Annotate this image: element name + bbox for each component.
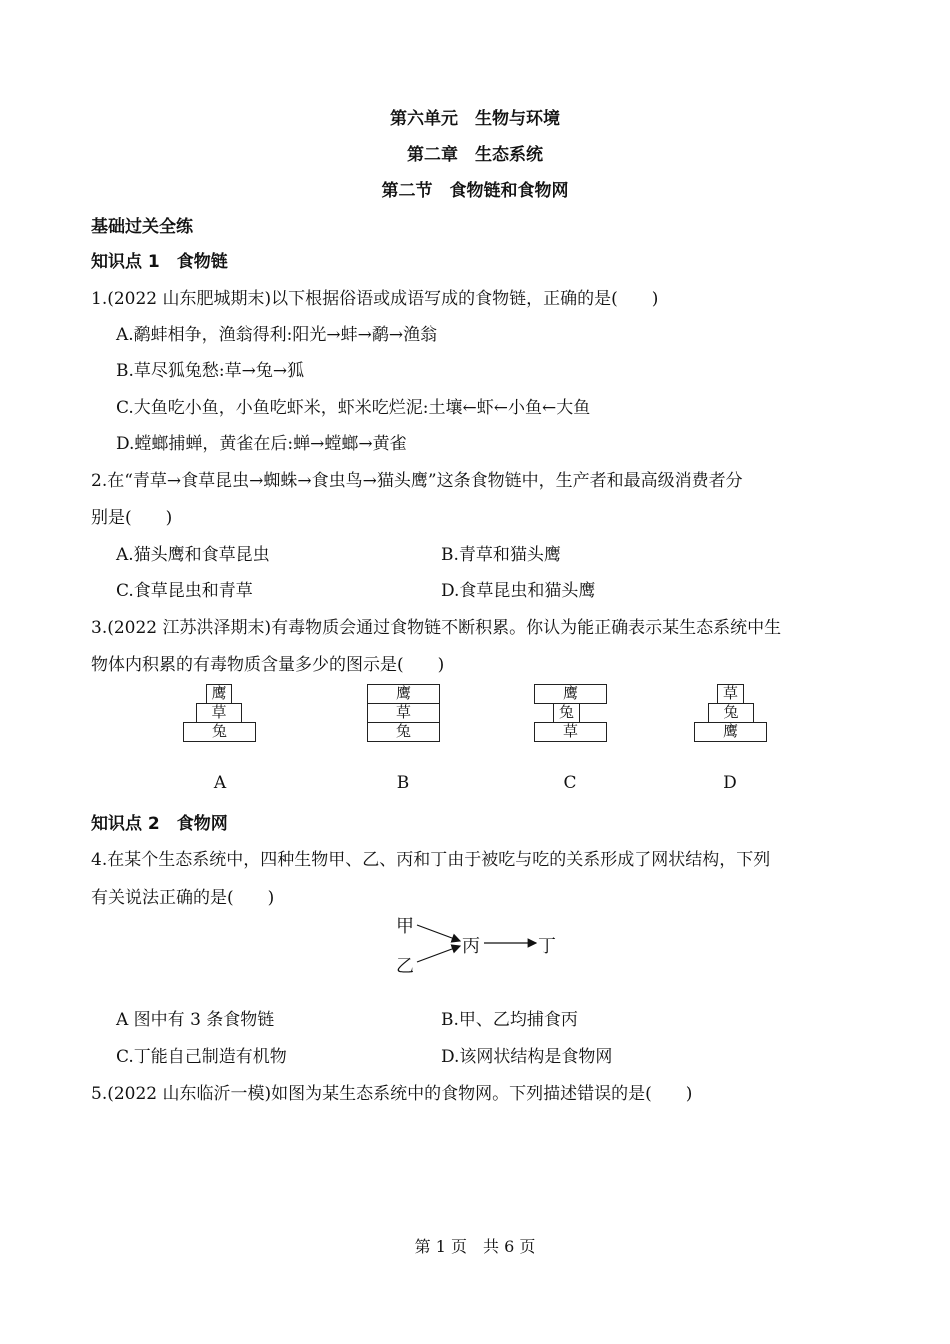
question-2-option-a: A.猫头鹰和食草昆虫 bbox=[116, 545, 270, 565]
question-2-option-d: D.食草昆虫和猫头鹰 bbox=[441, 581, 596, 601]
pyramid-d-top: 草 bbox=[717, 684, 744, 704]
unit-title: 第六单元 生物与环境 bbox=[390, 109, 560, 129]
question-3-stem-line2: 物体内积累的有毒物质含量多少的图示是( ) bbox=[91, 655, 445, 675]
question-1-option-d: D.螳螂捕蝉，黄雀在后:蝉→螳螂→黄雀 bbox=[116, 434, 407, 454]
question-2-option-c: C.食草昆虫和青草 bbox=[116, 581, 253, 601]
question-4-stem-line2: 有关说法正确的是( ) bbox=[91, 888, 275, 908]
question-4-stem-line1: 4.在某个生态系统中，四种生物甲、乙、丙和丁由于被吃与吃的关系形成了网状结构，下列 bbox=[91, 850, 771, 870]
question-4-option-b: B.甲、乙均捕食丙 bbox=[441, 1010, 578, 1030]
organism-jia: 甲 bbox=[396, 916, 414, 937]
pyramid-a-top: 鹰 bbox=[206, 684, 232, 704]
question-2-stem-line2: 别是( ) bbox=[91, 508, 173, 528]
pyramid-b-middle: 草 bbox=[367, 703, 440, 723]
section-title: 第二节 食物链和食物网 bbox=[381, 181, 569, 201]
exercise-title: 基础过关全练 bbox=[91, 217, 193, 237]
question-2-stem-line1: 2.在“青草→食草昆虫→蜘蛛→食虫鸟→猫头鹰”这条食物链中，生产者和最高级消费者分 bbox=[91, 471, 743, 491]
knowledge-point-1: 知识点 1 食物链 bbox=[91, 252, 228, 272]
question-4-option-a: A 图中有 3 条食物链 bbox=[116, 1010, 275, 1030]
question-2-option-b: B.青草和猫头鹰 bbox=[441, 545, 561, 565]
page-number: 第 1 页 共 6 页 bbox=[414, 1237, 536, 1256]
arrow-jia-to-bing bbox=[417, 925, 460, 941]
pyramid-a-bottom: 兔 bbox=[183, 722, 256, 742]
pyramid-b-bottom: 兔 bbox=[367, 722, 440, 742]
organism-yi: 乙 bbox=[396, 956, 414, 977]
pyramid-d-label: D bbox=[723, 773, 737, 793]
food-web-arrows bbox=[380, 905, 580, 980]
pyramid-c-middle: 兔 bbox=[553, 703, 580, 723]
question-5-stem: 5.(2022 山东临沂一模)如图为某生态系统中的食物网。下列描述错误的是( ) bbox=[91, 1084, 693, 1104]
pyramid-c-top: 鹰 bbox=[534, 684, 607, 704]
pyramid-c-label: C bbox=[563, 773, 577, 793]
question-1-option-a: A.鹬蚌相争，渔翁得利:阳光→蚌→鹬→渔翁 bbox=[116, 325, 438, 345]
organism-bing: 丙 bbox=[462, 936, 480, 957]
question-1-option-c: C.大鱼吃小鱼，小鱼吃虾米，虾米吃烂泥:土壤←虾←小鱼←大鱼 bbox=[116, 398, 591, 418]
chapter-title: 第二章 生态系统 bbox=[407, 145, 543, 165]
question-1-stem: 1.(2022 山东肥城期末)以下根据俗语或成语写成的食物链，正确的是( ) bbox=[91, 289, 659, 309]
arrow-yi-to-bing bbox=[417, 946, 460, 962]
pyramid-d-middle: 兔 bbox=[708, 703, 754, 723]
question-3-stem-line1: 3.(2022 江苏洪泽期末)有毒物质会通过食物链不断积累。你认为能正确表示某生态系统中生 bbox=[91, 618, 782, 638]
question-4-option-d: D.该网状结构是食物网 bbox=[441, 1047, 613, 1067]
knowledge-point-2: 知识点 2 食物网 bbox=[91, 814, 228, 834]
pyramid-d-bottom: 鹰 bbox=[694, 722, 767, 742]
pyramid-a-middle: 草 bbox=[196, 703, 242, 723]
organism-ding: 丁 bbox=[538, 936, 556, 957]
question-1-option-b: B.草尽狐兔愁:草→兔→狐 bbox=[116, 361, 305, 381]
pyramid-a-label: A bbox=[213, 773, 227, 793]
pyramid-c-bottom: 草 bbox=[534, 722, 607, 742]
question-4-option-c: C.丁能自己制造有机物 bbox=[116, 1047, 287, 1067]
pyramid-b-top: 鹰 bbox=[367, 684, 440, 704]
pyramid-b-label: B bbox=[396, 773, 410, 793]
